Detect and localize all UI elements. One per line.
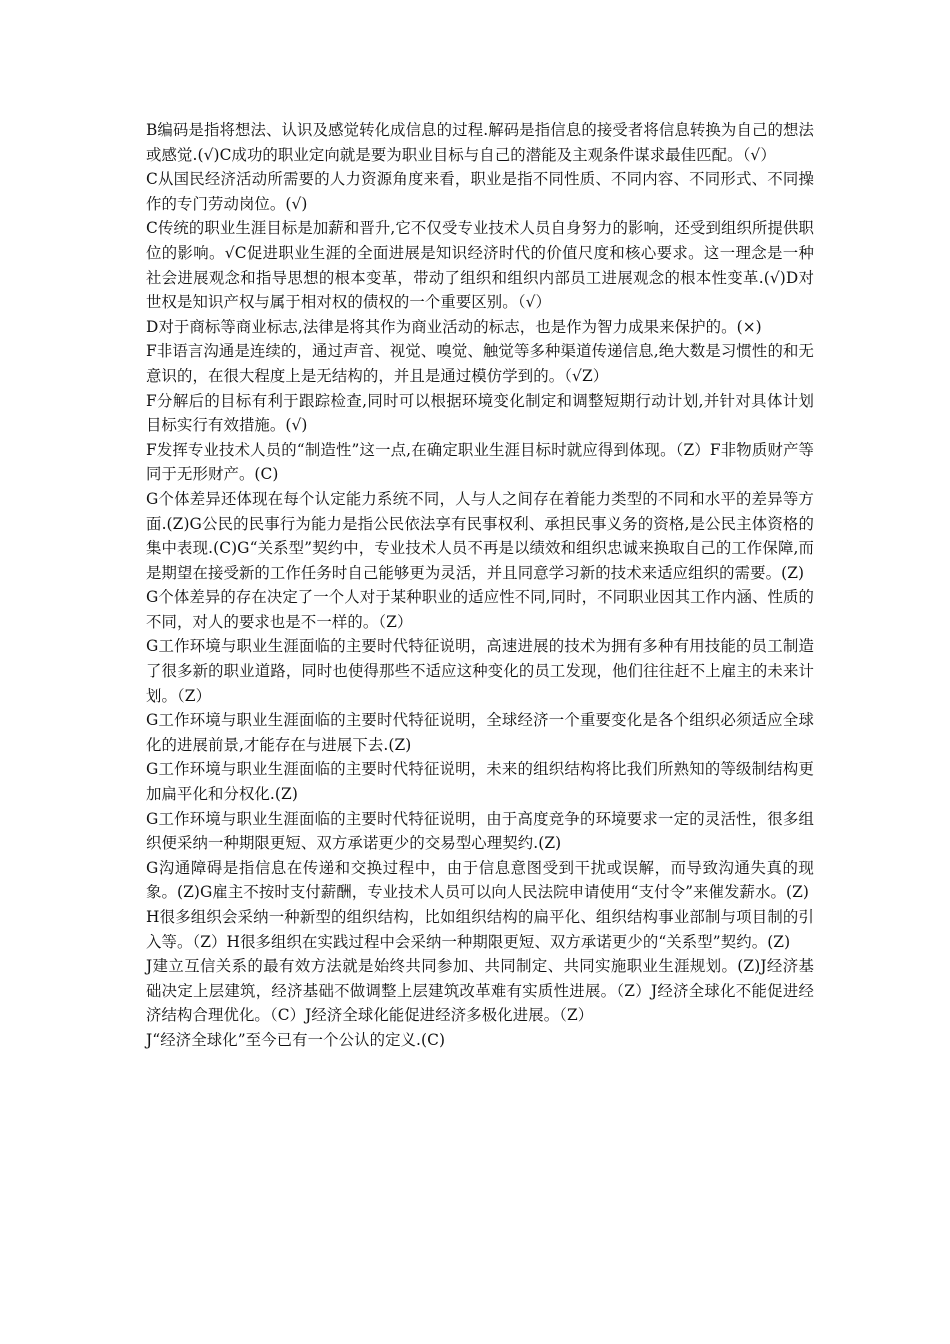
paragraph-d-trademark: D对于商标等商业标志,法律是将其作为商业活动的标志，也是作为智力成果来保护的。(×)	[146, 317, 762, 336]
paragraph-h-new-structure: H很多组织会采纳一种新型的组织结构，比如组织结构的扁平化、组织结构事业部制与项目制的引入等。（Z）H很多组织在实践过程中会采纳一种期限更短、双方承诺更少的“关系型”契约。(Z)	[146, 908, 814, 951]
paragraph-c-traditional-career: C传统的职业生涯目标是加薪和晋升,它不仅受专业技术人员自身努力的影响，还受到组织所提供职位的影响。√C促进职业生涯的全面进展是知识经济时代的价值尺度和核心要求。这一理念是一种社会进展观念和指导思想的根本变革，带动了组织和组织内部员工进展观念的根本性变革.(√)D对世权是知识产权与属于相对权的债权的一个重要区别。（√）	[146, 219, 814, 312]
paragraph-c-occupation: C从国民经济活动所需要的人力资源角度来看，职业是指不同性质、不同内容、不同形式、不同操作的专门劳动岗位。(√)	[146, 170, 814, 213]
paragraph-g-globalization: G工作环境与职业生涯面临的主要时代特征说明，全球经济一个重要变化是各个组织必须适应全球化的进展前景,才能存在与进展下去.(Z)	[146, 711, 814, 754]
paragraph-b-encoding: B编码是指将想法、认识及感觉转化成信息的过程.解码是指信息的接受者将信息转换为自己的想法或感觉.(√)C成功的职业定向就是要为职业目标与自己的潜能及主观条件谋求最佳匹配。（√）	[146, 121, 814, 164]
paragraph-j-economic-globalization: J“经济全球化”至今已有一个公认的定义.(C)	[146, 1030, 446, 1049]
paragraph-f-nonverbal: F非语言沟通是连续的，通过声音、视觉、嗅觉、触觉等多种渠道传递信息,绝大数是习惯性的和无意识的，在很大程度上是无结构的，并且是通过模仿学到的。（√Z）	[146, 342, 814, 385]
paragraph-g-individual-differences: G个体差异还体现在每个认定能力系统不同，人与人之间存在着能力类型的不同和水平的差异等方面.(Z)G公民的民事行为能力是指公民依法享有民事权利、承担民事义务的资格,是公民主体资格的集中表现.(C)G“关系型”契约中，专业技术人员不再是以绩效和组织忠诚来换取自己的工作保障,而是期望在接受新的工作任务时自己能够更为灵活，并且同意学习新的技术来适应组织的需要。(Z)	[146, 489, 814, 582]
paragraph-g-transactional-contract: G工作环境与职业生涯面临的主要时代特征说明，由于高度竞争的环境要求一定的灵活性，很多组织便采纳一种期限更短、双方承诺更少的交易型心理契约.(Z)	[146, 809, 814, 853]
document-body	[146, 118, 814, 1053]
paragraph-j-mutual-trust: J建立互信关系的最有效方法就是始终共同参加、共同制定、共同实施职业生涯规划。(Z)J经济基础决定上层建筑，经济基础不做调整上层建筑改革难有实质性进展。（Z）J经济全球化不能促进经济结构合理优化。（C）J经济全球化能促进经济多极化进展。（Z）	[146, 957, 814, 1025]
paragraph-f-decomposed-goals: F分解后的目标有利于跟踪检查,同时可以根据环境变化制定和调整短期行动计划,并针对具体计划目标实行有效措施。(√)	[146, 391, 814, 435]
paragraph-g-adaptability: G个体差异的存在决定了一个人对于某种职业的适应性不同,同时，不同职业因其工作内涵、性质的不同，对人的要求也是不一样的。（Z）	[146, 588, 814, 631]
paragraph-f-creativity: F发挥专业技术人员的“制造性”这一点,在确定职业生涯目标时就应得到体现。（Z）F非物质财产等同于无形财产。(C)	[146, 440, 814, 484]
paragraph-g-flat-structure: G工作环境与职业生涯面临的主要时代特征说明，未来的组织结构将比我们所熟知的等级制结构更加扁平化和分权化.(Z)	[146, 760, 814, 804]
paragraph-g-technology: G工作环境与职业生涯面临的主要时代特征说明，高速进展的技术为拥有多种有用技能的员工制造了很多新的职业道路，同时也使得那些不适应这种变化的员工发现，他们往往赶不上雇主的未来计划。（Z）	[146, 637, 814, 705]
paragraph-g-communication-barrier: G沟通障碍是指信息在传递和交换过程中，由于信息意图受到干扰或误解，而导致沟通失真的现象。(Z)G雇主不按时支付薪酬，专业技术人员可以向人民法院申请使用“支付令”来催发薪水。(Z)	[146, 858, 814, 902]
